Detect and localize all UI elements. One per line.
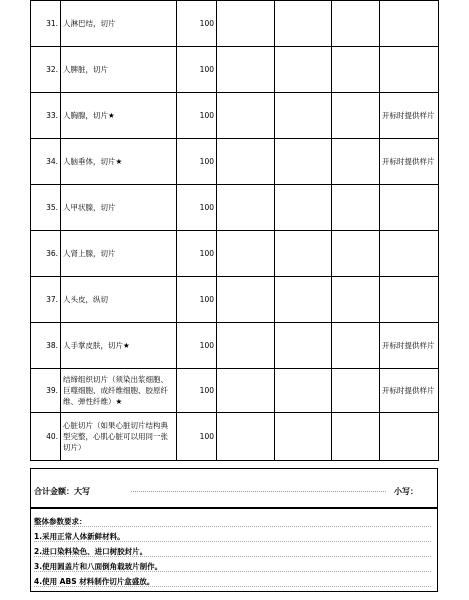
remark-cell [380,185,439,231]
dotted-leader [34,541,431,542]
item-name-cell: 人甲状腺，切片 [61,185,177,231]
item-number-cell: 39. [31,369,61,413]
total-uppercase-label: 合计金额：大写 [34,487,90,496]
amount-cell [332,231,380,277]
remark-cell [380,413,439,461]
unit-price-cell [275,47,332,93]
amount-cell [332,369,380,413]
dotted-leader [34,556,431,557]
dotted-leader [131,491,386,492]
item-name-cell: 结缔组织切片（须染出浆细胞、巨噬细胞、成纤维细胞、胶原纤维、弹性纤维）★ [61,369,177,413]
unit-price-cell [275,277,332,323]
unit-price-cell [275,369,332,413]
item-name-cell: 人手掌皮肤，切片★ [61,323,177,369]
remark-cell [380,47,439,93]
spec-cell [217,323,275,369]
spec-cell [217,185,275,231]
spec-cell [217,413,275,461]
item-name-cell: 人脾脏，切片 [61,47,177,93]
requirement-item: 3.使用圆盖片和八面倒角载玻片制作。 [34,562,163,571]
unit-price-cell [275,139,332,185]
quantity-cell: 100 [177,1,217,47]
quantity-cell: 100 [177,185,217,231]
quantity-cell: 100 [177,139,217,185]
item-name-cell: 人脑垂体，切片★ [61,139,177,185]
quantity-cell: 100 [177,47,217,93]
item-name-cell: 人淋巴结，切片 [61,1,177,47]
requirement-item: 1.采用正常人体新鲜材料。 [34,532,125,541]
amount-cell [332,277,380,323]
item-number-cell: 34. [31,139,61,185]
table-row [31,93,439,139]
item-name-cell: 心脏切片（如果心脏切片结构典型完整，心肌心脏可以用同一张切片） [61,413,177,461]
unit-price-cell [275,1,332,47]
spec-cell [217,231,275,277]
table-row [31,47,439,93]
amount-cell [332,139,380,185]
quantity-cell: 100 [177,369,217,413]
unit-price-cell [275,323,332,369]
table-row [31,277,439,323]
amount-cell [332,413,380,461]
requirement-item: 4.使用 ABS 材料制作切片盒盛放。 [34,577,155,586]
spec-cell [217,1,275,47]
quantity-cell: 100 [177,323,217,369]
remark-cell [380,231,439,277]
requirements-box [30,508,438,592]
item-name-cell: 人肾上腺，切片 [61,231,177,277]
table-row [31,185,439,231]
item-number-cell: 40. [31,413,61,461]
amount-cell [332,323,380,369]
remark-cell: 开标时提供样片 [380,139,439,185]
item-number-cell: 33. [31,93,61,139]
quantity-cell: 100 [177,93,217,139]
remark-cell [380,277,439,323]
specimen-table [30,0,439,461]
spec-cell [217,47,275,93]
table-row [31,231,439,277]
remark-cell: 开标时提供样片 [380,93,439,139]
item-number-cell: 37. [31,277,61,323]
quantity-cell: 100 [177,413,217,461]
table-row [31,369,439,413]
amount-cell [332,93,380,139]
item-number-cell: 38. [31,323,61,369]
total-lowercase-label: 小写： [394,487,418,496]
remark-cell [380,1,439,47]
unit-price-cell [275,231,332,277]
spec-cell [217,277,275,323]
item-number-cell: 35. [31,185,61,231]
table-row [31,1,439,47]
item-name-cell: 人头皮，纵切 [61,277,177,323]
spec-cell [217,139,275,185]
spec-cell [217,369,275,413]
remark-cell: 开标时提供样片 [380,323,439,369]
total-amount-row [30,468,438,508]
item-number-cell: 36. [31,231,61,277]
quantity-cell: 100 [177,231,217,277]
specimen-table-body [31,1,439,461]
unit-price-cell [275,185,332,231]
amount-cell [332,185,380,231]
item-name-cell: 人胸腺，切片★ [61,93,177,139]
requirements-title: 整体参数要求： [34,517,87,526]
requirement-item: 2.进口染料染色、进口树胶封片。 [34,547,148,556]
unit-price-cell [275,93,332,139]
table-row [31,323,439,369]
dotted-leader [34,526,431,527]
amount-cell [332,47,380,93]
remark-cell: 开标时提供样片 [380,369,439,413]
item-number-cell: 32. [31,47,61,93]
amount-cell [332,1,380,47]
table-row [31,413,439,461]
dotted-leader [34,586,431,587]
spec-cell [217,93,275,139]
item-number-cell: 31. [31,1,61,47]
unit-price-cell [275,413,332,461]
table-row [31,139,439,185]
dotted-leader [34,571,431,572]
quantity-cell: 100 [177,277,217,323]
